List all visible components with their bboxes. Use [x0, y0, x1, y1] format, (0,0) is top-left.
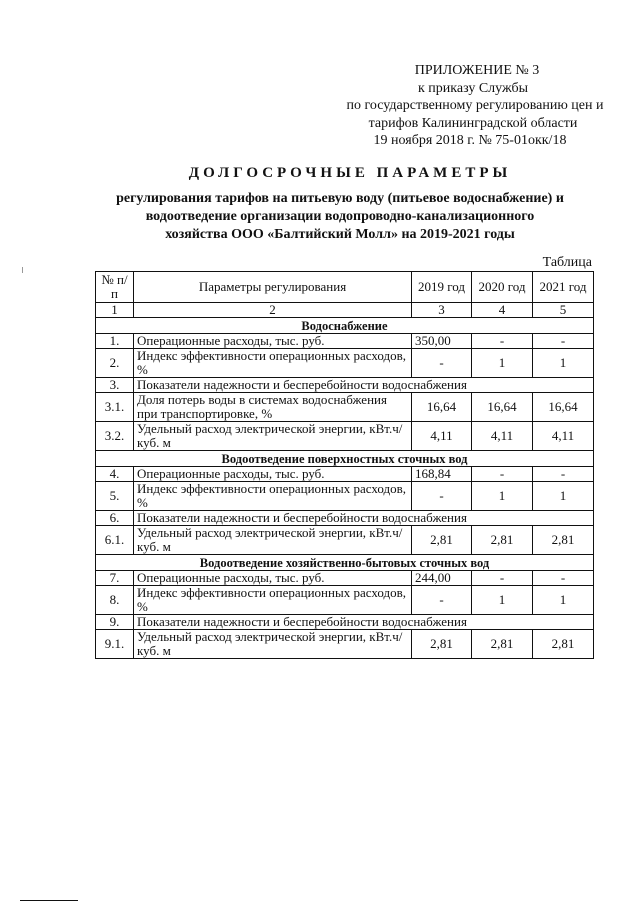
value-2020: 1: [472, 349, 533, 378]
row-number: 6.1.: [96, 526, 134, 555]
value-2019: -: [412, 349, 472, 378]
section-title: Водоснабжение: [96, 318, 594, 334]
value-2021: 1: [533, 482, 594, 511]
table-row: [96, 334, 594, 349]
table-row: [96, 467, 594, 482]
parameter-name: Показатели надежности и бесперебойности водоснабжения: [134, 378, 594, 393]
footnote-separator: [20, 900, 78, 901]
table-row: [96, 526, 594, 555]
table-row: [96, 482, 594, 511]
table-row: [96, 422, 594, 451]
value-2019: 16,64: [412, 393, 472, 422]
appendix-line: тарифов Калининградской области: [368, 115, 578, 131]
value-2021: 2,81: [533, 630, 594, 659]
document-title: ДОЛГОСРОЧНЫЕ ПАРАМЕТРЫ: [188, 165, 512, 181]
appendix-line: к приказу Службы: [418, 80, 528, 96]
row-number: 9.1.: [96, 630, 134, 659]
value-2021: 16,64: [533, 393, 594, 422]
parameter-name: Показатели надежности и бесперебойности водоснабжения: [134, 511, 594, 526]
section-header-row: [96, 451, 594, 467]
table-row: [96, 378, 594, 393]
value-2019: 2,81: [412, 526, 472, 555]
table-row: [96, 349, 594, 378]
value-2021: -: [533, 571, 594, 586]
value-2020: 2,81: [472, 630, 533, 659]
column-index: 5: [533, 303, 594, 318]
row-number: 9.: [96, 615, 134, 630]
section-title: Водоотведение поверхностных сточных вод: [96, 451, 594, 467]
row-number: 7.: [96, 571, 134, 586]
row-number: 8.: [96, 586, 134, 615]
header-2019: 2019 год: [412, 272, 472, 303]
row-number: 3.: [96, 378, 134, 393]
subtitle-line: регулирования тарифов на питьевую воду (питьевое водоснабжение) и: [116, 191, 564, 206]
parameters-table: [95, 271, 594, 659]
appendix-line: ПРИЛОЖЕНИЕ № 3: [414, 63, 540, 78]
column-index: 4: [472, 303, 533, 318]
value-2019: 244,00: [412, 571, 472, 586]
parameter-name: Показатели надежности и бесперебойности водоснабжения: [134, 615, 594, 630]
value-2020: -: [472, 334, 533, 349]
value-2019: 168,84: [412, 467, 472, 482]
value-2021: -: [533, 334, 594, 349]
header-num: № п/п: [96, 272, 134, 303]
row-number: 3.2.: [96, 422, 134, 451]
parameter-name: Операционные расходы, тыс. руб.: [134, 467, 412, 482]
appendix-block: [300, 62, 640, 150]
column-index: 1: [96, 303, 134, 318]
value-2020: 1: [472, 482, 533, 511]
table-row: [96, 393, 594, 422]
value-2020: -: [472, 467, 533, 482]
value-2021: 1: [533, 349, 594, 378]
value-2020: 4,11: [472, 422, 533, 451]
value-2021: -: [533, 467, 594, 482]
value-2019: -: [412, 482, 472, 511]
value-2019: 350,00: [412, 334, 472, 349]
value-2019: 2,81: [412, 630, 472, 659]
table-row: [96, 630, 594, 659]
parameter-name: Индекс эффективности операционных расходов, %: [134, 482, 412, 511]
row-number: 5.: [96, 482, 134, 511]
parameter-name: Удельный расход электрической энергии, кВт.ч/ куб. м: [134, 422, 412, 451]
table-row: [96, 511, 594, 526]
value-2021: 2,81: [533, 526, 594, 555]
table-row: [96, 615, 594, 630]
section-header-row: [96, 318, 594, 334]
value-2020: 16,64: [472, 393, 533, 422]
parameter-name: Операционные расходы, тыс. руб.: [134, 334, 412, 349]
section-title: Водоотведение хозяйственно-бытовых сточных вод: [96, 555, 594, 571]
value-2021: 4,11: [533, 422, 594, 451]
row-number: 6.: [96, 511, 134, 526]
column-index: 3: [412, 303, 472, 318]
column-index-row: [96, 303, 594, 318]
margin-mark: [22, 267, 23, 273]
value-2019: 4,11: [412, 422, 472, 451]
row-number: 1.: [96, 334, 134, 349]
document-subtitle: [100, 190, 580, 244]
header-param: Параметры регулирования: [134, 272, 412, 303]
subtitle-line: хозяйства ООО «Балтийский Молл» на 2019-2021 годы: [165, 227, 515, 242]
parameter-name: Удельный расход электрической энергии, кВт.ч/ куб. м: [134, 630, 412, 659]
column-index: 2: [134, 303, 412, 318]
header-2020: 2020 год: [472, 272, 533, 303]
value-2021: 1: [533, 586, 594, 615]
table-caption: Таблица: [542, 255, 592, 270]
value-2019: -: [412, 586, 472, 615]
value-2020: 1: [472, 586, 533, 615]
row-number: 4.: [96, 467, 134, 482]
subtitle-line: водоотведение организации водопроводно-канализационного: [145, 209, 535, 224]
parameter-name: Доля потерь воды в системах водоснабжения при транспортировке, %: [134, 393, 412, 422]
parameter-name: Индекс эффективности операционных расходов, %: [134, 586, 412, 615]
parameter-name: Операционные расходы, тыс. руб.: [134, 571, 412, 586]
table-row: [96, 571, 594, 586]
appendix-line: 19 ноября 2018 г. № 75-01окк/18: [373, 133, 567, 148]
section-header-row: [96, 555, 594, 571]
table-header-row: [96, 272, 594, 303]
table-row: [96, 586, 594, 615]
appendix-line: по государственному регулированию цен и: [346, 98, 604, 113]
row-number: 2.: [96, 349, 134, 378]
value-2020: 2,81: [472, 526, 533, 555]
parameter-name: Удельный расход электрической энергии, кВт.ч/ куб. м: [134, 526, 412, 555]
header-2021: 2021 год: [533, 272, 594, 303]
parameter-name: Индекс эффективности операционных расходов, %: [134, 349, 412, 378]
row-number: 3.1.: [96, 393, 134, 422]
value-2020: -: [472, 571, 533, 586]
